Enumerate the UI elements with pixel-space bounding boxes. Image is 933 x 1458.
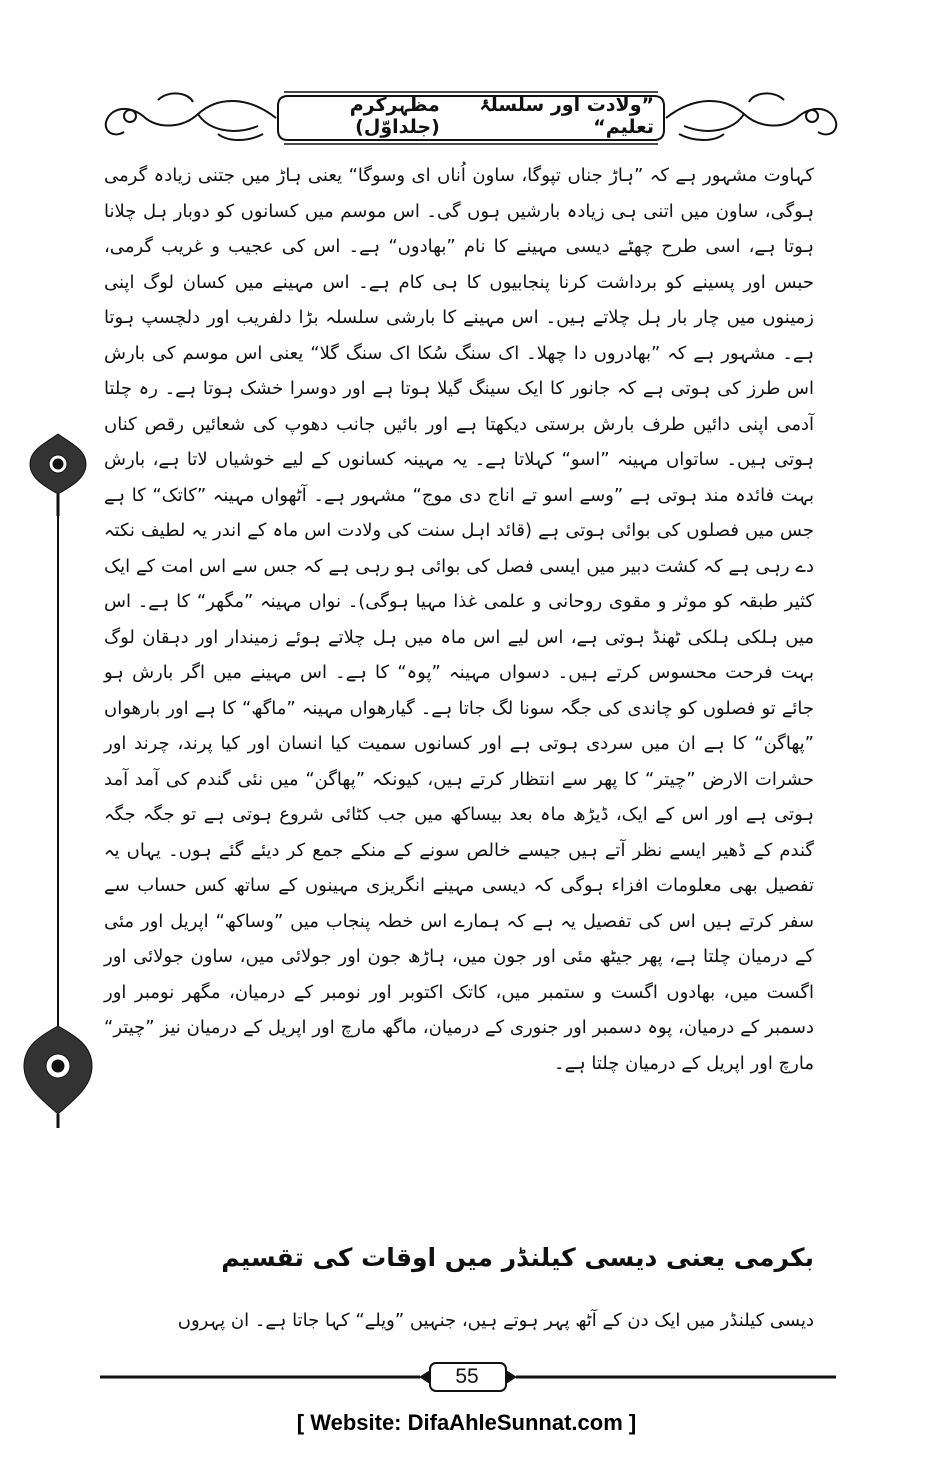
side-flourish-icon	[20, 430, 96, 1130]
header-title	[288, 94, 654, 138]
page-number: 55	[455, 1365, 479, 1388]
paragraph: کہاوت مشہور ہے کہ ”ہاڑ جناں تپوگا، ساون اُناں ای وسوگا“ یعنی ہاڑ میں جتنی زیادہ گرمی ہوگی، ساون میں اتنی ہی زیادہ بارشیں ہوں گی۔ اس موسم میں کسانوں کو دوبار ہل چلانا ہوتا ہے، اسی طرح چھٹے دیسی مہینے کا نام ”بھادوں“ ہے۔ اس کی عجیب و غریب گرمی، حبس اور پسینے کو برداشت کرنا پنجابیوں کا ہی کام ہے۔ اس مہینے میں کسان لوگ اپنی زمینوں میں چار بار ہل چلاتے ہیں۔ اس مہینے کا بارشی سلسلہ بڑا دلفریب اور دلچسپ ہوتا ہے۔ مشہور ہے کہ ”بھادروں دا چھلا۔ اک سنگ سُکا اک سنگ گلا“ یعنی اس موسم کی بارش اس طرز کی ہوتی ہے کہ جانور کا ایک سینگ گیلا ہوتا ہے اور دوسرا خشک ہوتا ہے۔ رہ چلتا آدمی اپنی دائیں طرف بارش برستی دیکھتا ہے اور بائیں جانب دھوپ کی شعائیں رقص کناں ہوتی ہیں۔ ساتواں مہینہ ”اسو“ کہلاتا ہے۔ یہ مہینہ کسانوں کے لیے خوشیاں لاتا ہے، بارش بہت فائدہ مند ہوتی ہے ”وسے اسو تے اناج دی موج“ مشہور ہے۔ آٹھواں مہینہ ”کاتک“ کا ہے جس میں فصلوں کی بوائی ہوتی ہے (قائد اہل سنت کی ولادت اس ماہ کے اندر یہ لطیف نکتہ دے رہی ہے کہ کشت دبیر میں ایسی فصل کی بوائی ہو رہی ہے کہ جس سے اس امت کے ایک کثیر طبقہ کو موثر و مقوی روحانی و علمی غذا مہیا ہوگی)۔ نواں مہینہ ”مگھر“ کا ہے۔ اس میں ہلکی ہلکی ٹھنڈ ہوتی ہے، اس لیے اس ماہ میں ہل چلاتے ہوئے زمیندار اور دہقان لوگ بہت فرحت محسوس کرتے ہیں۔ دسواں مہینہ ”پوہ“ کا ہے۔ اس مہینے میں اگر بارش ہو جائے تو فصلوں کو چاندی کی جگہ سونا لگ جاتا ہے۔ گیارھواں مہینہ ”ماگھ“ کا ہے اور بارھواں ”پھاگن“ کا ہے ان میں سردی ہوتی ہے اور کسانوں سمیت کیا انسان اور کیا پرند، چرند اور حشرات الارض ”چیتر“ کا پھر سے انتظار کرتے ہیں، کیونکہ ”پھاگن“ میں نئی گندم کی آمد آمد ہوتی ہے اور اس کے ایک، ڈیڑھ ماہ بعد بیساکھ میں جب کٹائی شروع ہوتی ہے تو جگہ جگہ گندم کے ڈھیر ایسے نظر آتے ہیں جیسے خالص سونے کے منکے جمع کر دیئے گئے ہوں۔ یہاں یہ تفصیل بھی معلومات افزاء ہوگی کہ دیسی مہینے انگریزی مہینوں کے ساتھ کس حساب سے سفر کرتے ہیں اس کی تفصیل یہ ہے کہ ہمارے اس خطہ پنجاب میں ”وساکھ“ اپریل اور مئی کے درمیان چلتا ہے، پھر جیٹھ مئی اور جون میں، ہاڑھ جون اور جولائی میں، ساون جولائی اور اگست میں، بھادوں اگست و ستمبر میں، کاتک اکتوبر اور نومبر کے درمیان، مگھر نومبر اور دسمبر کے درمیان، پوہ دسمبر اور جنوری کے درمیان، ماگھ مارچ اور اپریل کے درمیان نیز ”چیتر“ مارچ اور اپریل کے درمیان چلتا ہے۔	[104, 165, 814, 1074]
page-header	[98, 86, 844, 148]
main-text	[104, 158, 814, 1081]
section-heading: بکرمی یعنی دیسی کیلنڈر میں اوقات کی تقسیم	[221, 1243, 814, 1272]
section-text: دیسی کیلنڈر میں ایک دن کے آٹھ پہر ہوتے ہیں، جنہیں ”ویلے“ کہا جاتا ہے۔ ان پہروں	[177, 1310, 814, 1331]
chapter-title: ”ولادت اور سلسلۂ تعلیم“	[479, 94, 654, 138]
book-title: مظہرکرم (جلداوّل)	[349, 94, 440, 138]
side-ornament	[20, 430, 96, 1130]
website-credit: [ Website: DifaAhleSunnat.com ]	[296, 1410, 637, 1435]
